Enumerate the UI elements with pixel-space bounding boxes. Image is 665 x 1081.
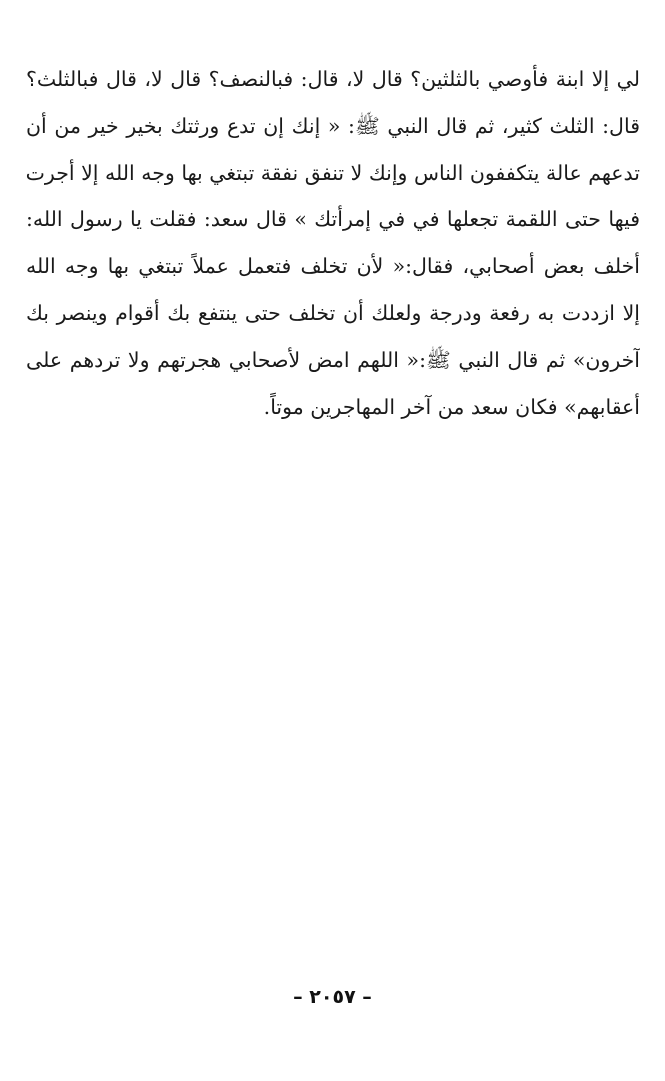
text-line-5: أخلف بعض أصحابي، فقال:« لأن تخلف فتعمل عملاً تبتغي بها وجه الله (26, 254, 640, 279)
text-line-3: تدعهم عالة يتكففون الناس وإنك لا تنفق نفقة تبتغي بها وجه الله إلا أجرت (26, 160, 640, 185)
body-text (26, 56, 640, 430)
page-number: – ٢٠٥٧ – (293, 986, 372, 1008)
text-line-7: آخرون» ثم قال النبي ﷺ:« اللهم امض لأصحابي هجرتهم ولا تردهم على (26, 347, 640, 372)
text-line-4: فيها حتى اللقمة تجعلها في في إمرأتك » قال سعد: فقلت يا رسول الله: (26, 207, 640, 232)
text-line-6: إلا ازددت به رفعة ودرجة ولعلك أن تخلف حتى ينتفع بك أقوام وينصر بك (26, 300, 640, 325)
text-line-8: أعقابهم» فكان سعد من آخر المهاجرين موتاً. (263, 394, 640, 419)
text-line-1: لي إلا ابنة فأوصي بالثلثين؟ قال لا، قال: فبالنصف؟ قال لا، قال فبالثلث؟ (26, 67, 640, 91)
text-line-2: قال: الثلث كثير، ثم قال النبي ﷺ: « إنك إن تدع ورثتك بخير خير من أن (26, 113, 640, 138)
